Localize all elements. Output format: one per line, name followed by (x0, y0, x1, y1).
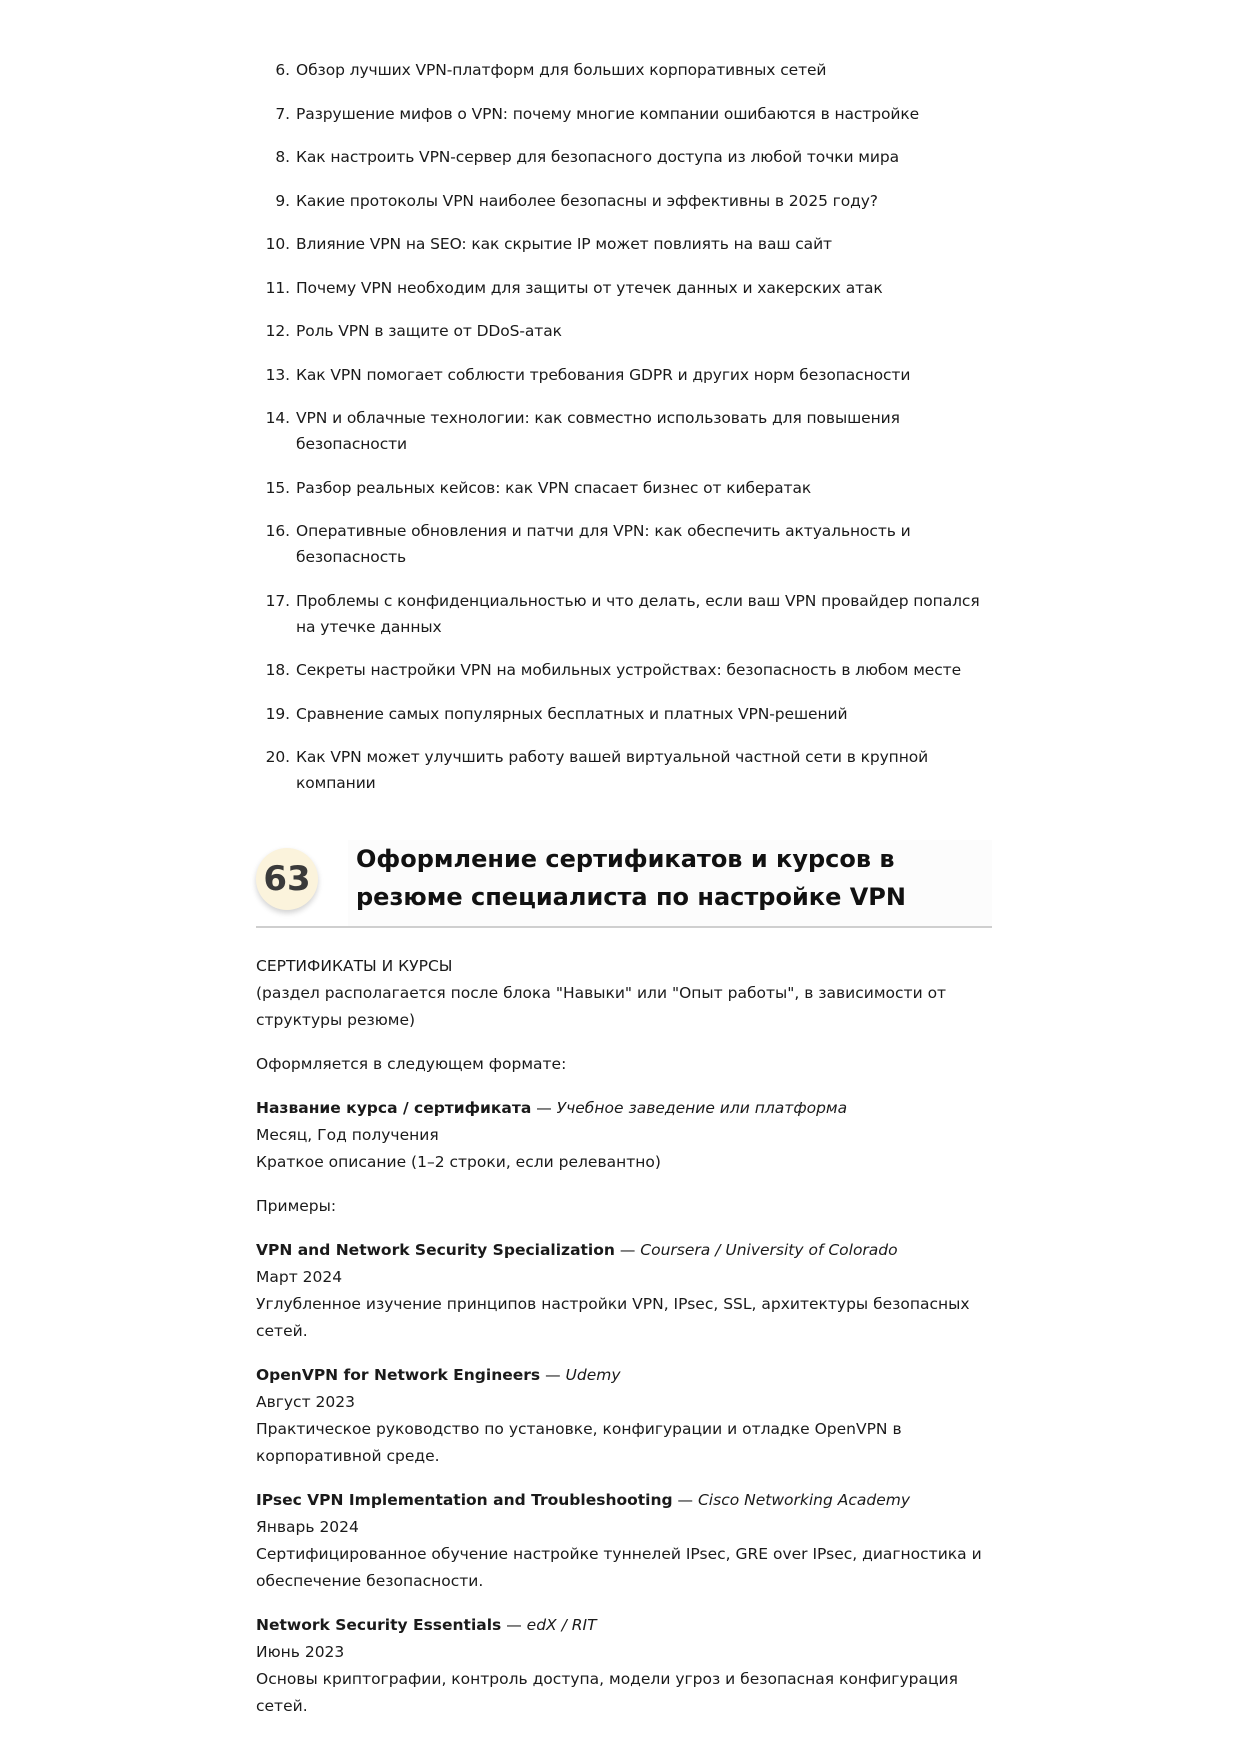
example-name: Network Security Essentials (256, 1616, 502, 1634)
list-item (258, 744, 998, 796)
list-item-text: Как VPN помогает соблюсти требования GDPR и других норм безопасности (296, 365, 911, 384)
list-item (258, 518, 998, 570)
list-item (258, 701, 998, 727)
list-item-number: 16. (265, 522, 290, 540)
list-item-text: VPN и облачные технологии: как совместно использовать для повышения безопасности (296, 409, 900, 453)
list-item-number: 20. (265, 748, 290, 766)
list-item-number: 11. (265, 278, 290, 297)
list-item (258, 231, 998, 257)
example-name: VPN and Network Security Specialization (256, 1241, 615, 1259)
list-item-number: 15. (265, 478, 290, 497)
list-item (258, 405, 998, 457)
example-entry (256, 1237, 996, 1345)
list-item-text: Обзор лучших VPN-платформ для больших корпоративных сетей (296, 61, 827, 79)
list-item-number: 9. (275, 191, 290, 210)
list-item-text: Влияние VPN на SEO: как скрытие IP может повлиять на ваш сайт (296, 235, 832, 253)
example-date: Январь 2024 (256, 1518, 359, 1536)
format-title-line (256, 1095, 996, 1122)
list-item-text: Оперативные обновления и патчи для VPN: как обеспечить актуальность и безопасность (296, 522, 911, 566)
list-item-number: 17. (265, 591, 290, 610)
example-title-line (256, 1487, 996, 1514)
example-date: Март 2024 (256, 1268, 343, 1286)
example-dash: — (540, 1366, 566, 1384)
intro-block (256, 953, 996, 1034)
example-dash: — (501, 1616, 527, 1634)
format-label: Оформляется в следующем формате: (256, 1055, 567, 1073)
example-source: Coursera / University of Colorado (640, 1241, 898, 1259)
list-item (258, 275, 998, 301)
list-item-text: Почему VPN необходим для защиты от утечек данных и хакерских атак (296, 278, 883, 297)
list-item-number: 8. (275, 148, 290, 166)
format-desc: Краткое описание (1–2 строки, если релевантно) (256, 1153, 661, 1171)
list-item (258, 362, 998, 388)
example-source: Cisco Networking Academy (697, 1491, 911, 1509)
examples-label: Примеры: (256, 1197, 337, 1215)
intro-heading: СЕРТИФИКАТЫ И КУРСЫ (256, 957, 453, 975)
example-date: Июнь 2023 (256, 1643, 345, 1661)
list-item-number: 19. (265, 704, 290, 723)
list-item-number: 13. (265, 365, 290, 384)
list-item (258, 588, 998, 640)
list-item-number: 18. (265, 661, 290, 679)
list-item-text: Сравнение самых популярных бесплатных и платных VPN-решений (296, 704, 848, 723)
example-entry (256, 1487, 996, 1595)
example-title-line (256, 1362, 996, 1389)
list-item-number: 14. (265, 409, 290, 427)
example-date: Август 2023 (256, 1393, 355, 1411)
list-item-text: Роль VPN в защите от DDoS-атак (296, 322, 562, 340)
list-item (258, 101, 998, 127)
list-item (258, 318, 998, 344)
section-header (256, 840, 992, 928)
example-dash: — (614, 1241, 641, 1259)
list-item-text: Секреты настройки VPN на мобильных устройствах: безопасность в любом месте (296, 661, 962, 679)
list-item-text: Какие протоколы VPN наиболее безопасны и эффективны в 2025 году? (296, 191, 878, 210)
example-source: edX / RIT (526, 1616, 597, 1634)
list-item-text: Как настроить VPN-сервер для безопасного доступа из любой точки мира (296, 148, 900, 166)
example-dash: — (672, 1491, 698, 1509)
list-item (258, 188, 998, 214)
topics-list (258, 57, 998, 814)
section-number-badge: 63 (256, 848, 318, 910)
example-entry (256, 1612, 996, 1720)
example-name: OpenVPN for Network Engineers (256, 1366, 541, 1384)
list-item-number: 7. (275, 104, 290, 123)
list-item-number: 12. (265, 322, 290, 340)
example-desc: Основы криптографии, контроль доступа, модели угроз и безопасная конфигурация сетей. (256, 1670, 958, 1715)
format-dash: — (531, 1099, 557, 1117)
list-item (258, 144, 998, 170)
example-desc: Практическое руководство по установке, конфигурации и отладке OpenVPN в корпоративной среде. (256, 1420, 902, 1465)
list-item-number: 10. (265, 235, 290, 253)
list-item (258, 57, 998, 83)
example-name: IPsec VPN Implementation and Troubleshooting (256, 1491, 673, 1509)
example-title-line (256, 1237, 996, 1264)
list-item (258, 475, 998, 501)
format-date: Месяц, Год получения (256, 1126, 439, 1144)
example-desc: Углубленное изучение принципов настройки VPN, IPsec, SSL, архитектуры безопасных сетей. (256, 1295, 970, 1340)
section-content (256, 953, 996, 1737)
list-item-text: Разбор реальных кейсов: как VPN спасает бизнес от кибератак (296, 478, 812, 497)
example-desc: Сертифицированное обучение настройке туннелей IPsec, GRE over IPsec, диагностика и обеспечение безопасности. (256, 1545, 982, 1590)
section-title: Оформление сертификатов и курсов в резюме специалиста по настройке VPN (356, 845, 906, 911)
list-item (258, 657, 998, 683)
example-source: Udemy (565, 1366, 621, 1384)
list-item-number: 6. (275, 61, 290, 79)
list-item-text: Как VPN может улучшить работу вашей виртуальной частной сети в крупной компании (296, 748, 929, 792)
section-title-box (348, 840, 992, 926)
example-entry (256, 1362, 996, 1470)
list-item-text: Проблемы с конфиденциальностью и что делать, если ваш VPN провайдер попался на утечке данных (296, 591, 980, 636)
format-name: Название курса / сертификата (256, 1099, 532, 1117)
example-title-line (256, 1612, 996, 1639)
format-source: Учебное заведение или платформа (556, 1099, 848, 1117)
format-block (256, 1095, 996, 1176)
list-item-text: Разрушение мифов о VPN: почему многие компании ошибаются в настройке (296, 104, 920, 123)
intro-note: (раздел располагается после блока "Навыки" или "Опыт работы", в зависимости от структуры резюме) (256, 984, 947, 1029)
